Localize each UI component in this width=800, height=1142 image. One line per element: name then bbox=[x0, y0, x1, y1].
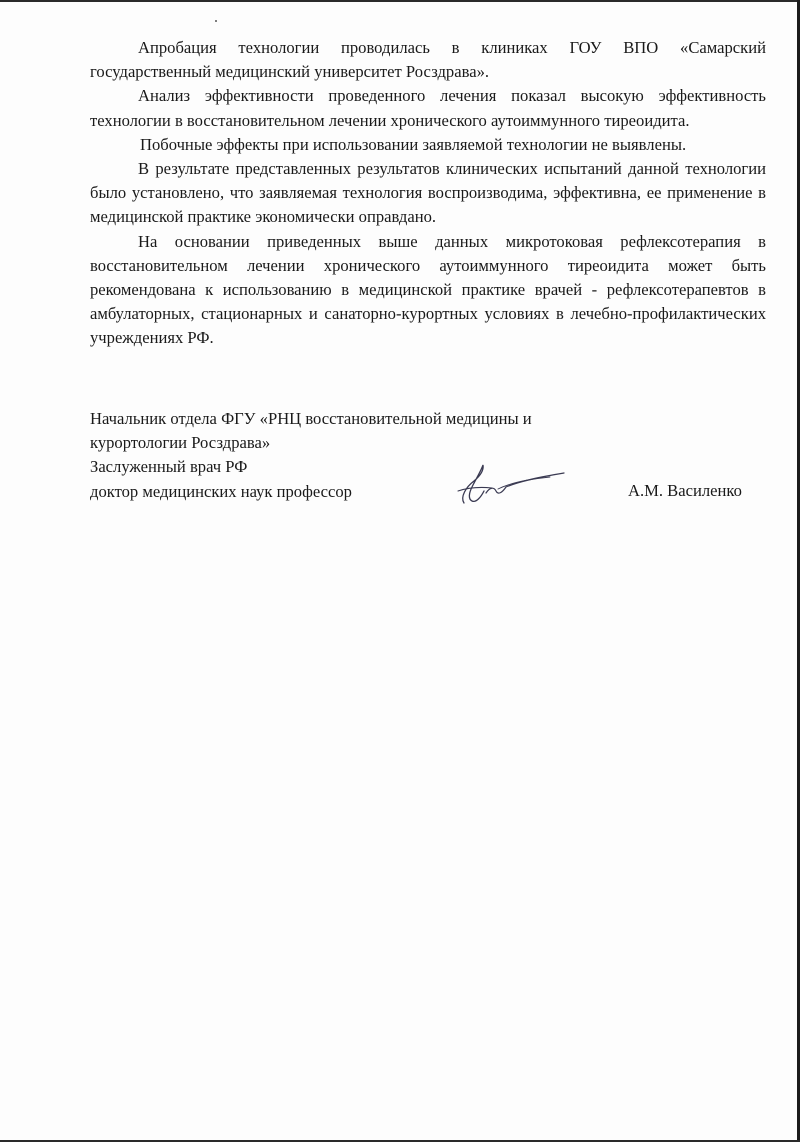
paragraph-effectiveness: Анализ эффективности проведенного лечения показал высокую эффективность технологии в восстановительном лечении хронического аутоиммунного тиреоидита. bbox=[90, 86, 766, 130]
signer-position-line-2: курортологии Росздрава» bbox=[90, 433, 271, 453]
scan-speck bbox=[215, 20, 217, 22]
paragraph-approbation: Апробация технологии проводилась в клиниках ГОУ ВПО «Самарский государственный медицинский университет Росздрава». bbox=[90, 38, 766, 82]
body-text bbox=[90, 36, 766, 351]
paragraph-recommendation: На основании приведенных выше данных микротоковая рефлексотерапия в восстановительном лечении хронического аутоиммунного тиреоидита может быть рекомендована к использованию в медицинской практике врачей - рефлексотерапевтов в амбулаторных, стационарных и санаторно-курортных условиях в лечебно-профилактических учреждениях РФ. bbox=[90, 231, 766, 348]
signer-degree: доктор медицинских наук профессор bbox=[90, 481, 352, 501]
signer-name: А.М. Василенко bbox=[628, 481, 742, 500]
scan-edge-top bbox=[0, 0, 800, 2]
signer-position-line-1: Начальник отдела ФГУ «РНЦ восстановительной медицины и bbox=[90, 409, 532, 428]
paragraph-clinical-results: В результате представленных результатов клинических испытаний данной технологии было установлено, что заявляемая технология воспроизводима, эффективна, ее применение в медицинской практике экономически оправдано. bbox=[90, 159, 766, 227]
paragraph-side-effects: Побочные эффекты при использовании заявляемой технологии не выявлены. bbox=[140, 134, 687, 154]
signature-block bbox=[90, 407, 770, 504]
handwritten-signature bbox=[450, 457, 570, 509]
signer-title: Заслуженный врач РФ bbox=[90, 457, 248, 477]
